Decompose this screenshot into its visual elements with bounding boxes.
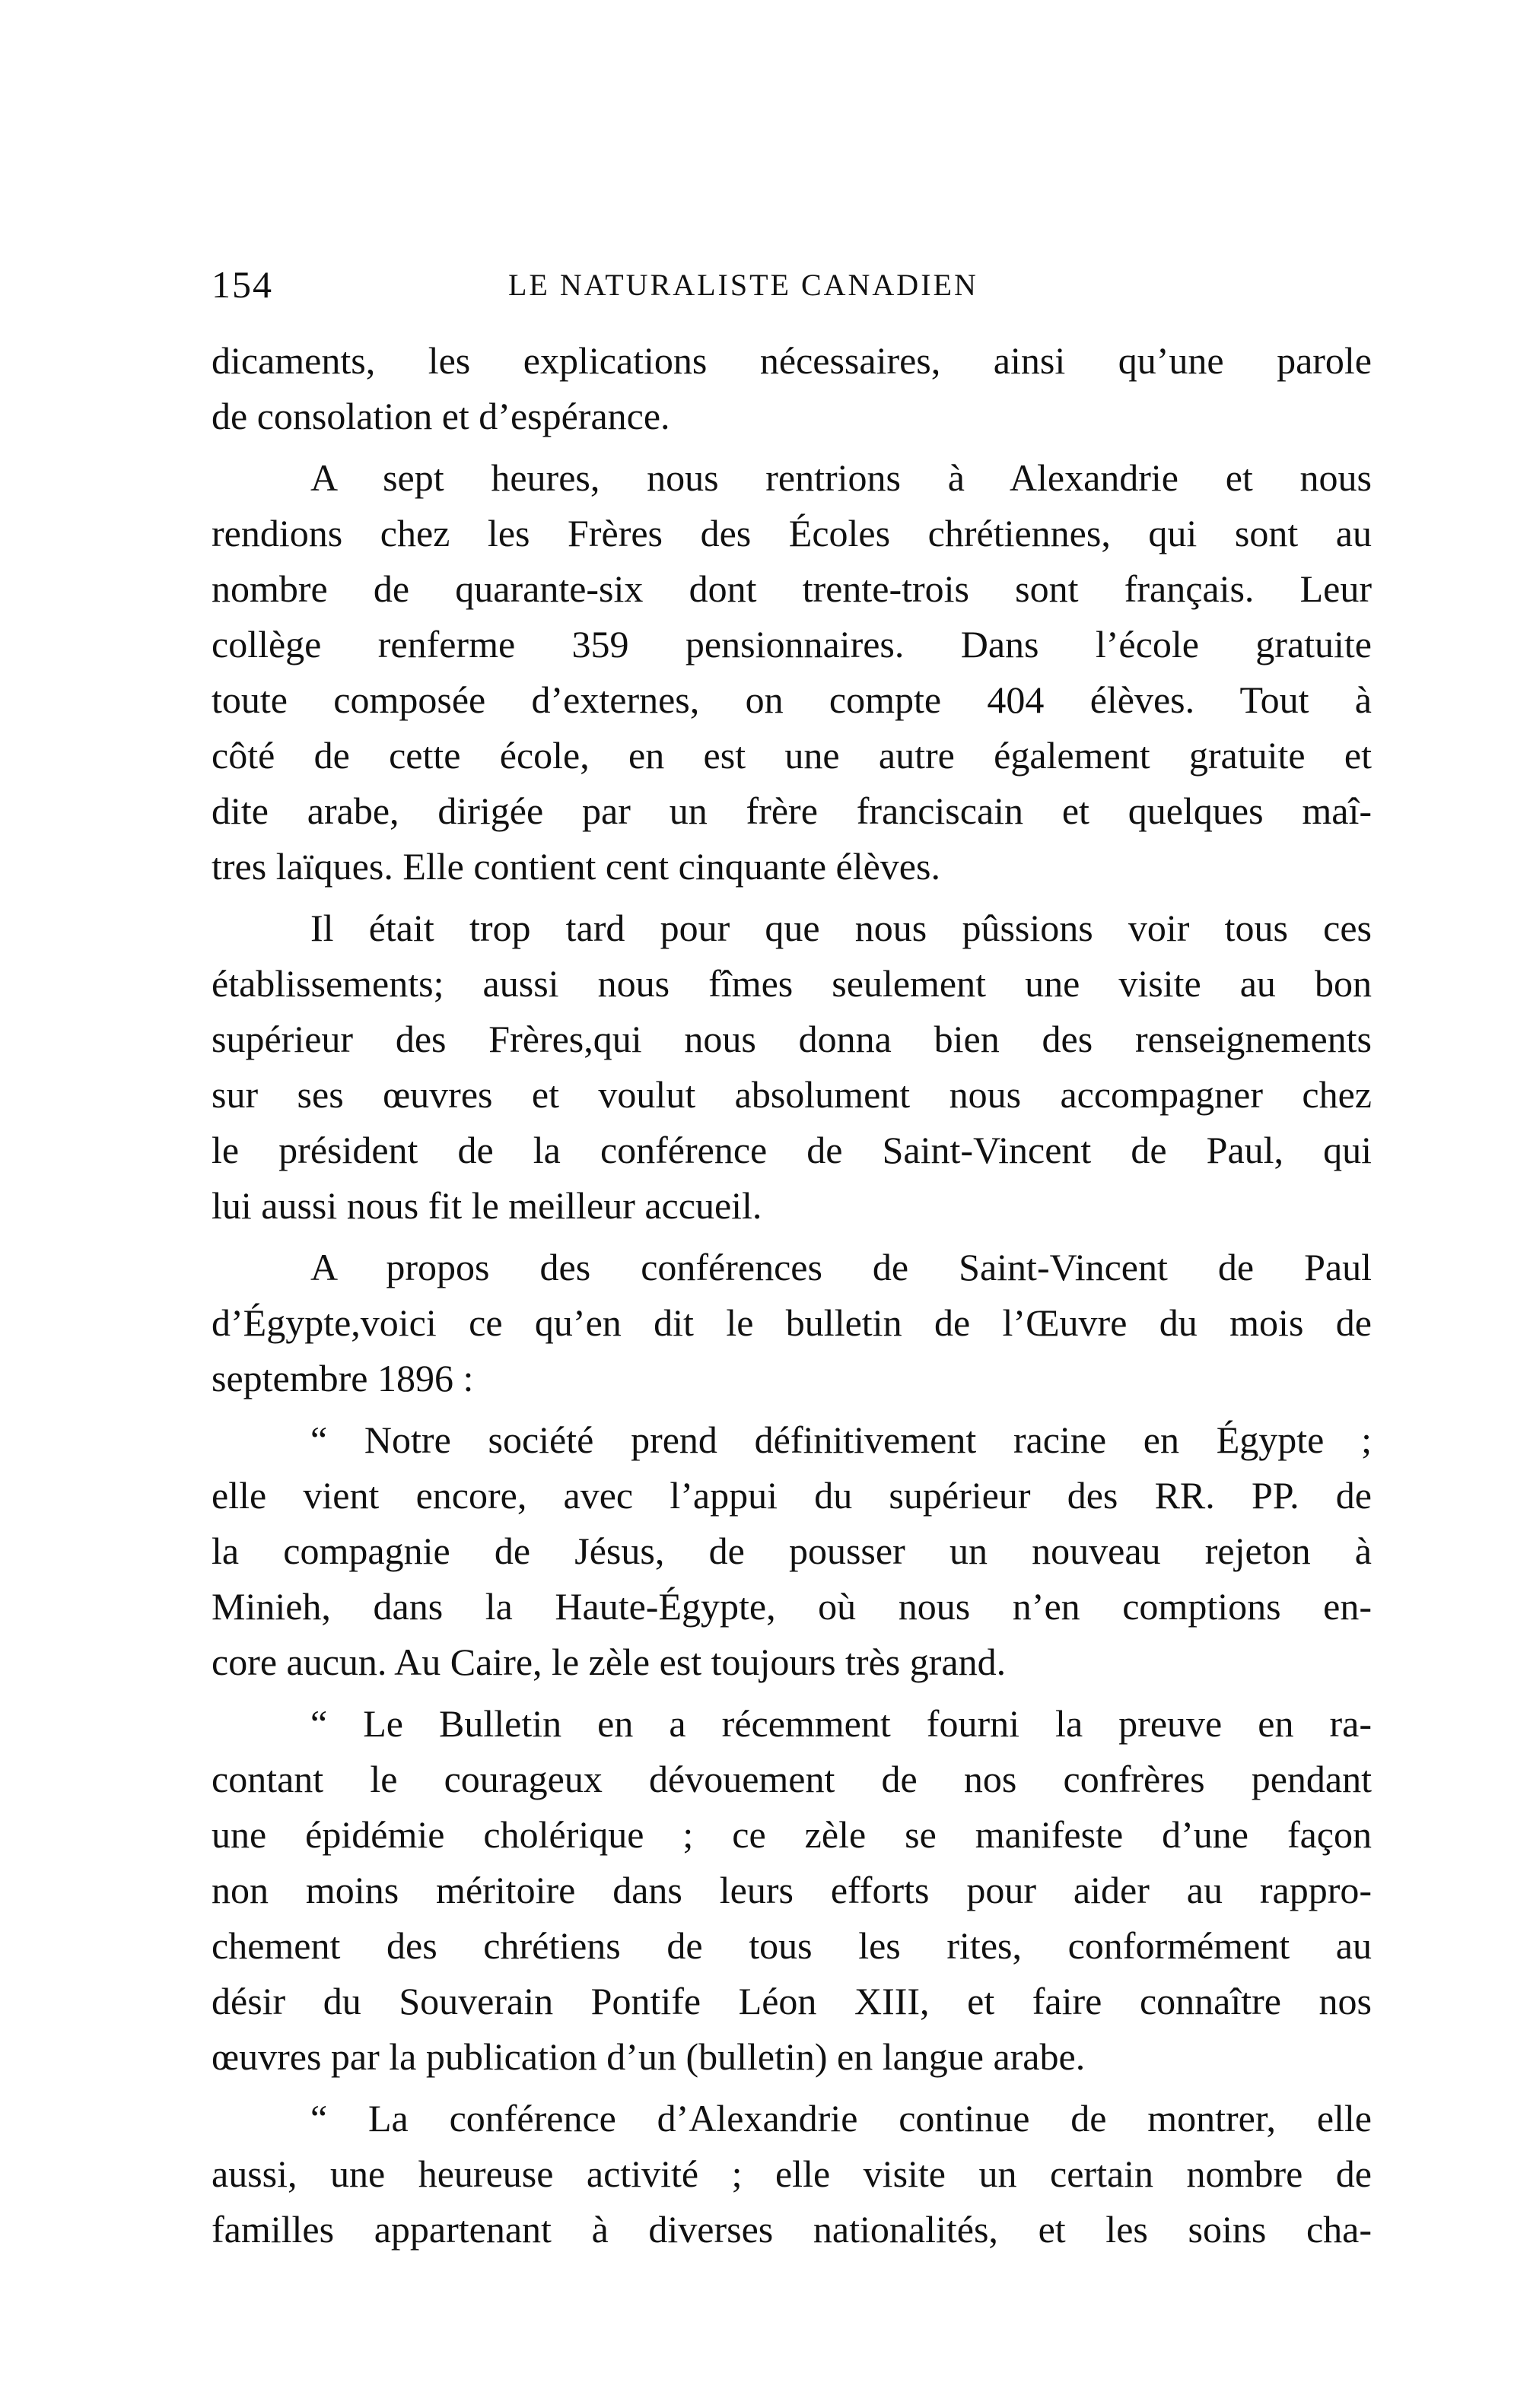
text-line: côté de cette école, en est une autre également gratuite et (212, 734, 1372, 777)
text-line: familles appartenant à diverses nationalités, et les soins cha- (212, 2208, 1372, 2251)
text-line: désir du Souverain Pontife Léon XIII, et faire connaître nos (212, 1980, 1372, 2022)
page-number: 154 (212, 263, 273, 306)
text-line: tres laïques. Elle contient cent cinquante élèves. (212, 845, 940, 888)
text-line: sur ses œuvres et voulut absolument nous accompagner chez (212, 1073, 1372, 1116)
text-line: Il était trop tard pour que nous pûssions voir tous ces (310, 907, 1372, 949)
paragraph (212, 901, 1372, 1234)
text-line: supérieur des Frères,qui nous donna bien des renseignements (212, 1018, 1372, 1060)
quotation-paragraph (212, 1696, 1372, 2085)
text-line: la compagnie de Jésus, de pousser un nouveau rejeton à (212, 1530, 1372, 1572)
text-line: nombre de quarante-six dont trente-trois sont français. Leur (212, 567, 1372, 610)
text-line: “ Le Bulletin en a récemment fourni la preuve en ra- (310, 1702, 1372, 1745)
text-line: septembre 1896 : (212, 1357, 474, 1399)
text-line: Minieh, dans la Haute-Égypte, où nous n’en comptions en- (212, 1585, 1372, 1628)
text-line: une épidémie cholérique ; ce zèle se manifeste d’une façon (212, 1813, 1372, 1856)
quotation-paragraph (212, 1412, 1372, 1690)
text-line: “ La conférence d’Alexandrie continue de montrer, elle (310, 2097, 1372, 2140)
text-line: lui aussi nous fit le meilleur accueil. (212, 1184, 762, 1227)
text-line: aussi, une heureuse activité ; elle visite un certain nombre de (212, 2152, 1372, 2195)
text-line: rendions chez les Frères des Écoles chrétiennes, qui sont au (212, 512, 1372, 554)
body-text (212, 333, 1372, 2263)
text-line: dite arabe, dirigée par un frère franciscain et quelques maî- (212, 789, 1372, 832)
text-line: A propos des conférences de Saint-Vincent de Paul (310, 1246, 1372, 1288)
paragraph (212, 1240, 1372, 1406)
text-line: œuvres par la publication d’un (bulletin) en langue arabe. (212, 2035, 1086, 2078)
running-title: LE NATURALISTE CANADIEN (508, 268, 978, 302)
text-line: dicaments, les explications nécessaires, ainsi qu’une parole (212, 339, 1372, 382)
text-line: collège renferme 359 pensionnaires. Dans l’école gratuite (212, 623, 1372, 666)
text-line: d’Égypte,voici ce qu’en dit le bulletin de l’Œuvre du mois de (212, 1301, 1372, 1344)
page-header (212, 262, 1372, 308)
paragraph (212, 333, 1372, 444)
text-line: A sept heures, nous rentrions à Alexandrie et nous (310, 456, 1372, 499)
text-line: de consolation et d’espérance. (212, 395, 670, 437)
paragraph (212, 450, 1372, 894)
text-line: elle vient encore, avec l’appui du supérieur des RR. PP. de (212, 1474, 1372, 1517)
text-line: établissements; aussi nous fîmes seulement une visite au bon (212, 962, 1372, 1005)
text-line: core aucun. Au Caire, le zèle est toujours très grand. (212, 1641, 1007, 1683)
text-line: chement des chrétiens de tous les rites, conformément au (212, 1924, 1372, 1967)
text-line: non moins méritoire dans leurs efforts pour aider au rappro- (212, 1869, 1372, 1911)
text-line: contant le courageux dévouement de nos confrères pendant (212, 1758, 1372, 1800)
quotation-paragraph (212, 2091, 1372, 2257)
text-line: toute composée d’externes, on compte 404 élèves. Tout à (212, 678, 1372, 721)
text-line: “ Notre société prend définitivement racine en Égypte ; (310, 1418, 1372, 1461)
text-line: le président de la conférence de Saint-Vincent de Paul, qui (212, 1129, 1372, 1171)
